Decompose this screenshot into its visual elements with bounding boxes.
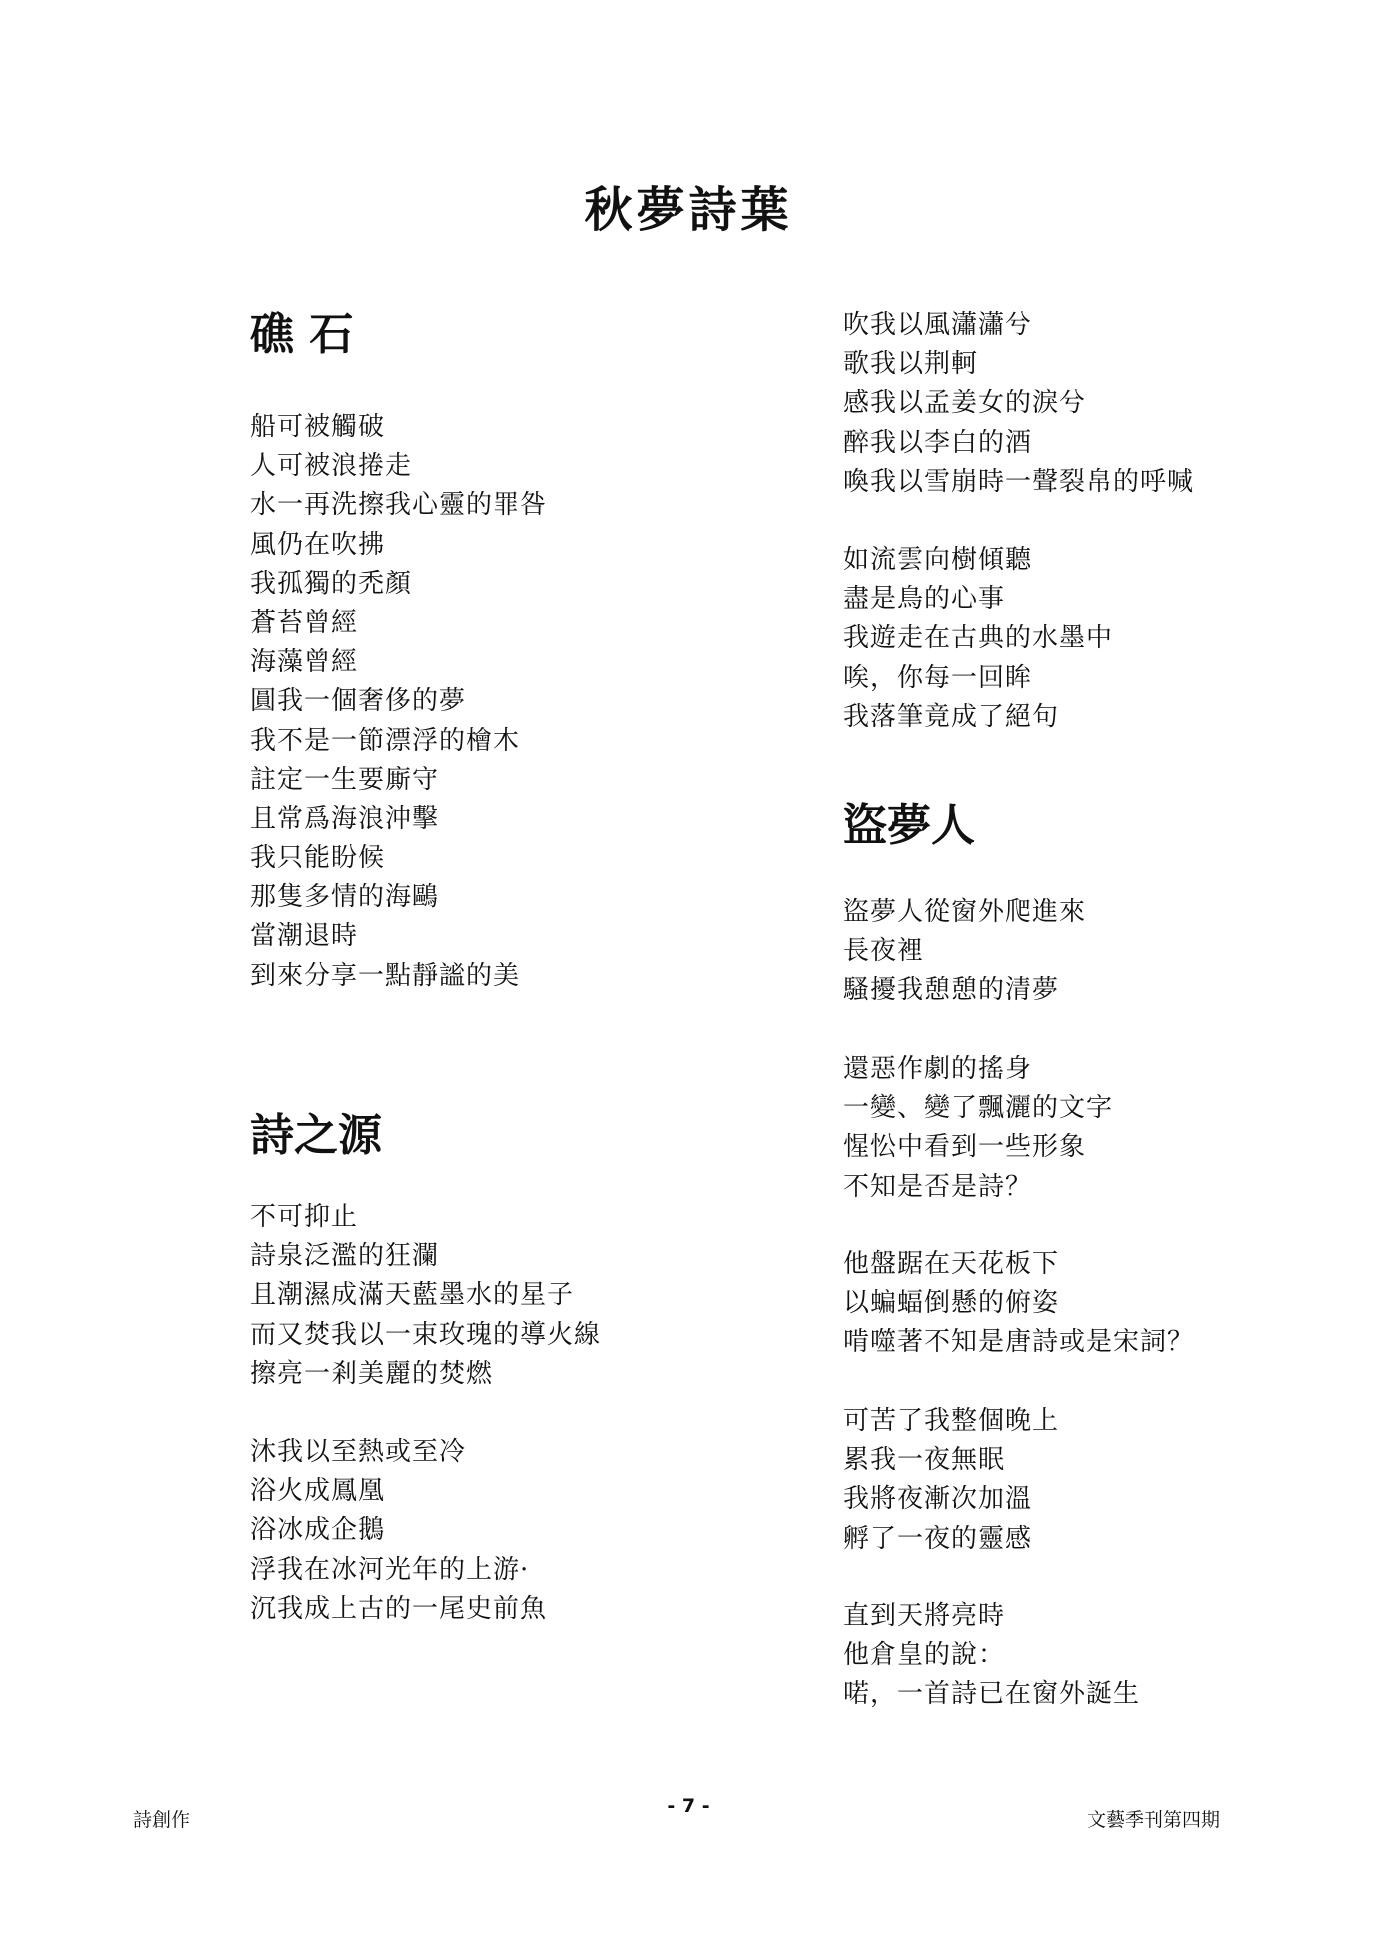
poem-line: 我只能盼候 [250,843,386,874]
poem-line: 我將夜漸次加溫 [843,1484,1033,1515]
poem-line: 到來分享一點靜謐的美 [250,960,521,991]
poem-shizhiyuan-stanza-4 [843,541,1113,737]
footer-publication-label: 文藝季刊第四期 [1087,1809,1221,1831]
poem-title-jiaoshi: 礁 石 [250,309,354,360]
poem-line: 一變、變了飄灑的文字 [843,1093,1114,1124]
poem-line: 醉我以李白的酒 [843,427,1033,458]
poem-line: 累我一夜無眠 [843,1445,1006,1476]
poem-line: 海藻曾經 [250,647,359,678]
poem-line: 水一再洗擦我心靈的罪咎 [250,490,548,521]
poem-line: 啃噬著不知是唐詩或是宋詞？ [843,1327,1195,1358]
poem-line: 長夜裡 [843,936,925,967]
poem-line: 如流雲向樹傾聽 [843,545,1033,575]
poem-line: 可苦了我整個晚上 [843,1406,1060,1436]
poem-line: 且潮濕成滿天藍墨水的星子 [250,1280,575,1311]
poem-line: 浴冰成企鵝 [250,1515,386,1546]
poem-line: 以蝙蝠倒懸的俯姿 [843,1288,1060,1319]
poem-shizhiyuan-stanza-2 [250,1433,547,1629]
poem-line: 我遊走在古典的水墨中 [843,623,1114,654]
poem-line: 擦亮一剎美麗的焚燃 [250,1358,494,1389]
poem-line: 歌我以荆軻 [843,349,979,380]
poem-line: 我不是一節漂浮的檜木 [250,725,521,756]
poem-line: 他倉皇的說： [843,1640,1006,1671]
poem-line: 當潮退時 [250,921,359,952]
poem-line: 沐我以至熱或至冷 [250,1437,467,1467]
poem-line: 唉，你每一回眸 [843,662,1033,693]
poem-line: 感我以孟姜女的淚兮 [843,388,1087,419]
poem-daomengren-stanza-4 [843,1402,1059,1559]
poem-title-daomengren: 盜夢人 [843,800,975,851]
poem-daomengren-stanza-3 [843,1245,1194,1363]
page-number: - 7 - [667,1795,710,1817]
poem-line: 盡是鳥的心事 [843,584,1006,615]
poem-line: 浴火成鳳凰 [250,1476,386,1507]
poem-title-shizhiyuan: 詩之源 [250,1110,382,1161]
poem-line: 註定一生要廝守 [250,764,440,795]
poem-line: 圓我一個奢侈的夢 [250,686,467,717]
poem-line: 且常爲海浪沖擊 [250,803,440,834]
poem-line: 喚我以雪崩時一聲裂帛的呼喊 [843,466,1195,497]
poem-line: 風仍在吹拂 [250,529,386,560]
poem-line: 惺忪中看到一些形象 [843,1132,1087,1163]
footer-section-label: 詩創作 [133,1809,191,1831]
poem-line: 我落筆竟成了絕句 [843,701,1060,732]
poem-shizhiyuan-stanza-1 [250,1198,601,1394]
poem-line: 浮我在冰河光年的上游· [250,1554,530,1585]
poem-line: 他盤踞在天花板下 [843,1249,1060,1279]
poem-daomengren-stanza-2 [843,1050,1113,1207]
poem-line: 沉我成上古的一尾史前魚 [250,1593,548,1624]
poem-line: 盜夢人從窗外爬進來 [843,897,1087,927]
poem-shizhiyuan-stanza-3 [843,306,1194,502]
poem-line: 不知是否是詩？ [843,1171,1033,1202]
poem-line: 我孤獨的禿顏 [250,568,413,599]
poem-daomengren-stanza-5 [843,1597,1140,1715]
poem-daomengren-stanza-1 [843,893,1086,1011]
poem-line: 人可被浪捲走 [250,451,413,482]
poem-line: 而又焚我以一束玫瑰的導火線 [250,1319,602,1350]
poem-line: 直到天將亮時 [843,1601,1006,1631]
poem-line: 不可抑止 [250,1202,359,1232]
poem-line: 騷擾我憩憩的清夢 [843,975,1060,1006]
poem-line: 喏，一首詩已在窗外誕生 [843,1679,1141,1710]
poem-line: 孵了一夜的靈感 [843,1523,1033,1554]
poem-line: 吹我以風瀟瀟兮 [843,310,1033,340]
poem-line: 那隻多情的海鷗 [250,882,440,913]
poem-jiaoshi-stanza-1 [250,408,547,996]
page-title: 秋夢詩葉 [584,182,793,238]
poem-line: 船可被觸破 [250,412,386,442]
poem-line: 蒼苔曾經 [250,607,359,638]
poem-line: 還惡作劇的搖身 [843,1054,1033,1084]
poem-line: 詩泉泛濫的狂瀾 [250,1241,440,1272]
